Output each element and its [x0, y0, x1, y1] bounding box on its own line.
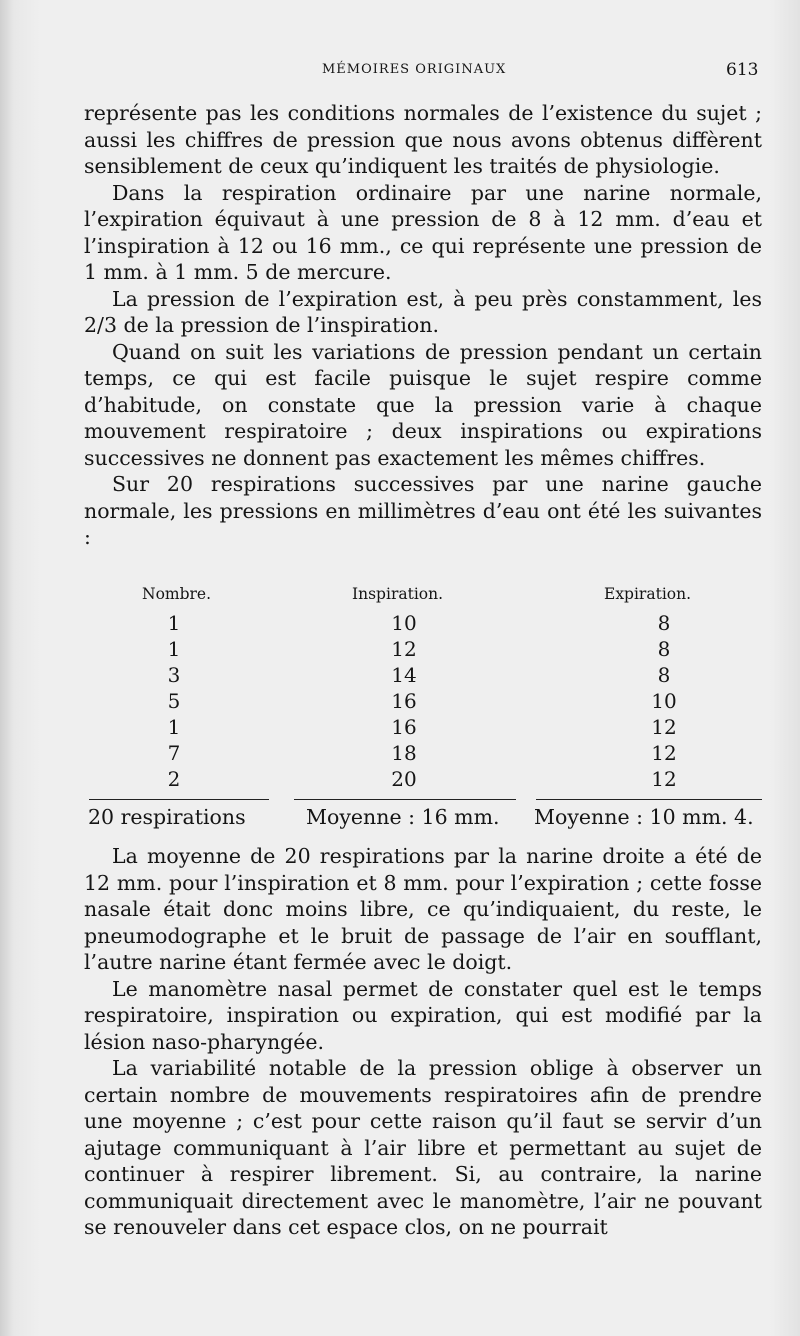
cell-nombre: 7: [167, 741, 181, 765]
cell-inspiration: 12: [391, 637, 417, 661]
table-row: [84, 715, 764, 741]
paragraph: Le manomètre nasal permet de constater quel est le temps respiratoire, inspiration ou expiration, qui est modifié par la lésion naso-pharyngée.: [84, 976, 762, 1054]
cell-nombre: 3: [167, 663, 181, 687]
mean-inspiration: Moyenne : 16 mm.: [306, 805, 500, 829]
table-row: [84, 767, 764, 793]
paragraph-continued: représente pas les conditions normales de l’existence du sujet ; aussi les chiffres de pression que nous avons obtenus diffèrent sensiblement de ceux qu’indiquent les traités de physiologie.: [84, 101, 762, 178]
cell-expiration: 8: [657, 663, 671, 687]
paragraph: Sur 20 respirations successives par une narine gauche normale, les pressions en millimètres d’eau ont été les suivantes :: [84, 472, 762, 549]
page-number: 613: [726, 60, 759, 80]
total-rule: [536, 799, 762, 800]
cell-inspiration: 10: [391, 611, 417, 635]
table-header: [84, 585, 764, 609]
table-totals: [84, 805, 764, 833]
header-expiration: Expiration.: [604, 585, 692, 603]
cell-nombre: 2: [167, 767, 181, 791]
cell-nombre: 5: [167, 689, 181, 713]
cell-inspiration: 16: [391, 689, 417, 713]
header-nombre: Nombre.: [142, 585, 212, 603]
paragraph: La moyenne de 20 respirations par la narine droite a été de 12 mm. pour l’inspiration et 8 mm. pour l’expiration ; cette fosse nasale était donc moins libre, ce qu’indiquaient, du reste, le pneumodographe et le bruit de passage de l’air en soufflant, l’autre narine étant fermée avec le doigt.: [84, 844, 762, 974]
cell-expiration: 8: [657, 637, 671, 661]
table-row: [84, 637, 764, 663]
cell-nombre: 1: [167, 611, 181, 635]
mean-expiration: Moyenne : 10 mm. 4.: [534, 805, 754, 829]
cell-expiration: 12: [651, 741, 677, 765]
total-rule: [89, 799, 269, 800]
cell-expiration: 12: [651, 715, 677, 739]
cell-expiration: 10: [651, 689, 677, 713]
paragraph: Dans la respiration ordinaire par une narine normale, l’expiration équivaut à une pression de 8 à 12 mm. d’eau et l’inspiration à 12 ou 16 mm., ce qui représente une pression de 1 mm. à 1 mm. 5 de mercure.: [84, 180, 762, 284]
cell-inspiration: 20: [391, 767, 417, 791]
cell-inspiration: 14: [391, 663, 417, 687]
paragraph: La pression de l’expiration est, à peu près constamment, les 2/3 de la pression de l’inspiration.: [84, 286, 762, 337]
total-rule: [294, 799, 516, 800]
cell-inspiration: 18: [391, 741, 417, 765]
cell-expiration: 12: [651, 767, 677, 791]
running-title: MÉMOIRES ORIGINAUX: [322, 62, 507, 77]
table-row: [84, 663, 764, 689]
running-head: [0, 62, 800, 82]
paragraph: La variabilité notable de la pression oblige à observer un certain nombre de mouvements respiratoires afin de prendre une moyenne ; c’est pour cette raison qu’il faut se servir d’un ajutage communiquant à l’air libre et permettant au sujet de continuer à respirer librement. Si, au contraire, la narine communiquait directement avec le manomètre, l’air ne pouvant se renouveler dans cet espace clos, on ne pourrait: [84, 1056, 762, 1239]
header-inspiration: Inspiration.: [352, 585, 444, 603]
total-respirations: 20 respirations: [88, 805, 246, 829]
cell-nombre: 1: [167, 637, 181, 661]
table-row: [84, 611, 764, 637]
table-row: [84, 741, 764, 767]
body-text-bottom: [84, 843, 762, 1241]
cell-expiration: 8: [657, 611, 671, 635]
paragraph: Quand on suit les variations de pression pendant un certain temps, ce qui est facile puisque le sujet respire comme d’habitude, on constate que la pression varie à chaque mouvement respiratoire ; deux inspirations ou expirations successives ne donnent pas exactement les mêmes chiffres.: [84, 339, 762, 470]
table-row: [84, 689, 764, 715]
cell-inspiration: 16: [391, 715, 417, 739]
body-text-top: [84, 100, 762, 551]
cell-nombre: 1: [167, 715, 181, 739]
